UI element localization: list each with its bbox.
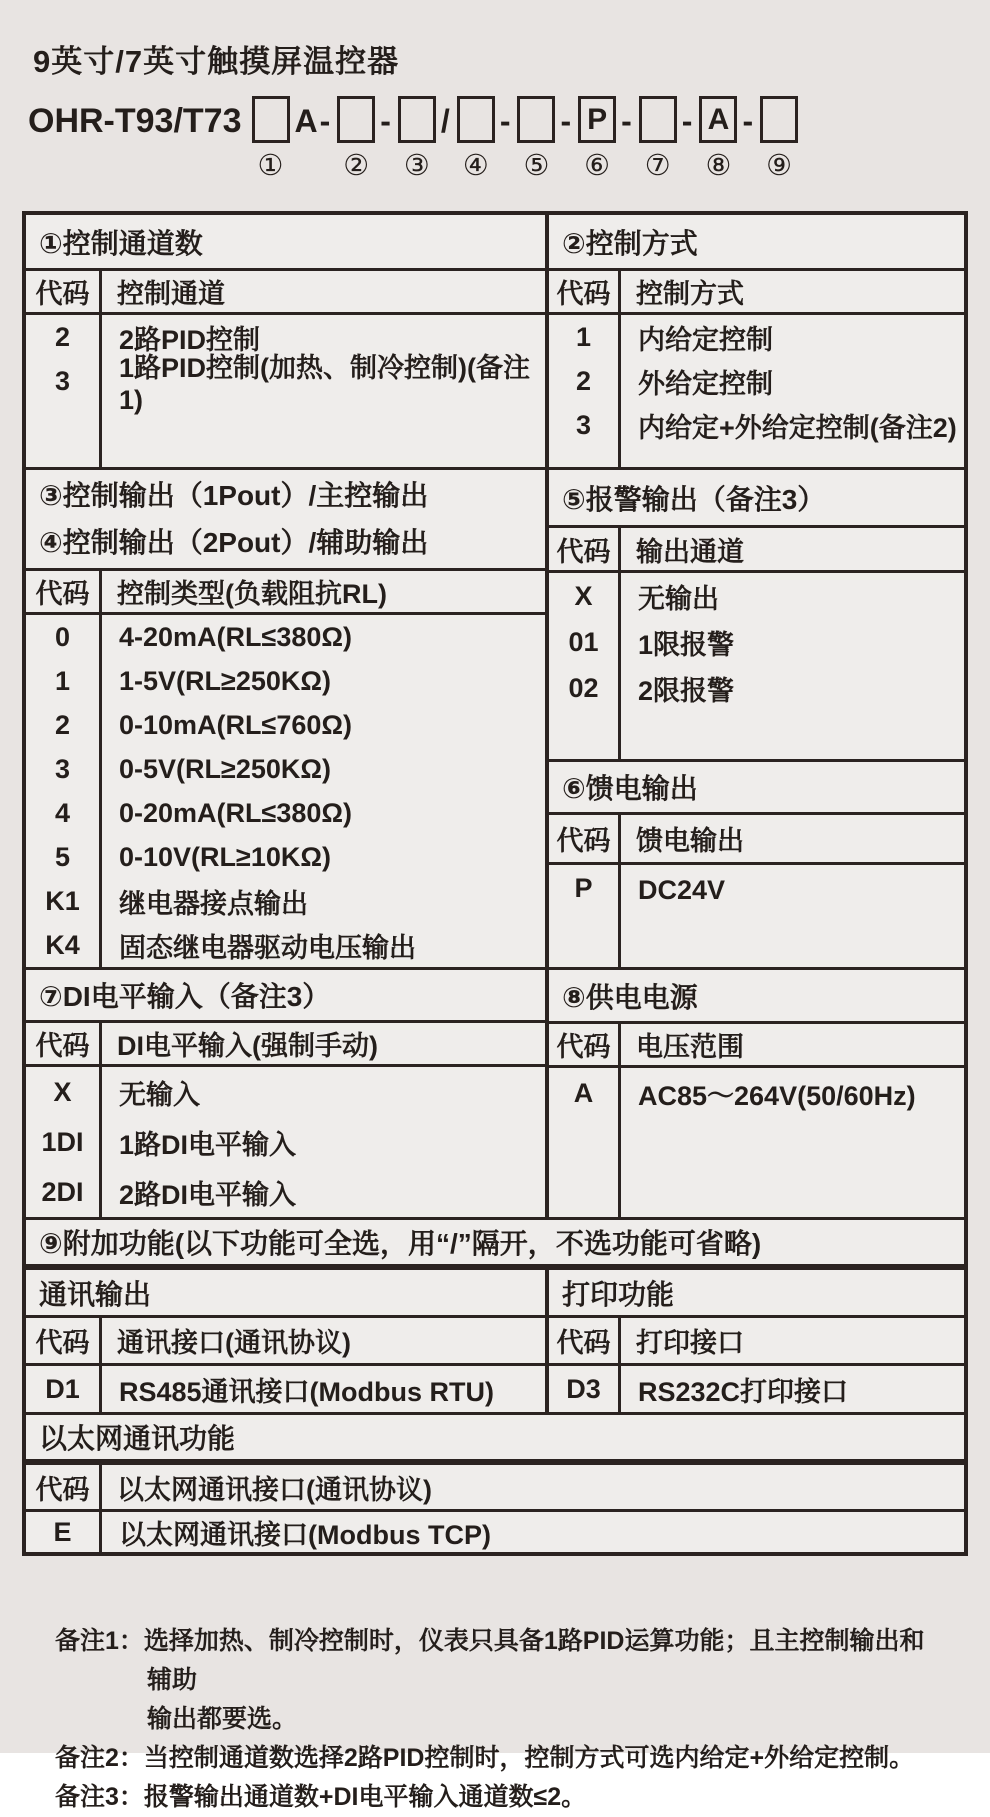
desc-cell: 1路DI电平输入	[119, 1129, 297, 1160]
comm-column-headers	[26, 1318, 545, 1366]
desc-cell: 0-5V(RL≥250KΩ)	[119, 753, 332, 784]
note-label: 备注2：	[55, 1744, 144, 1772]
table-band-4	[26, 1267, 964, 1412]
desc-cell: RS485通讯接口(Modbus RTU)	[119, 1376, 495, 1407]
section-7-header: ⑦DI电平输入（备注3）	[26, 970, 545, 1023]
desc-header-cell: DI电平输入(强制手动)	[117, 1031, 378, 1062]
section-7-column-headers	[26, 1023, 545, 1067]
desc-cell: 无输出	[638, 583, 719, 614]
section-5-column-headers	[549, 528, 964, 573]
desc-header-cell: 电压范围	[636, 1032, 744, 1062]
model-segment-1	[252, 94, 290, 182]
model-position-number-1: ①	[257, 150, 284, 182]
model-position-number-3: ③	[403, 150, 430, 182]
model-separator-5: -	[560, 103, 574, 139]
desc-cell: 1路PID控制(加热、制冷控制)(备注1)	[119, 353, 530, 415]
note-label: 备注3：	[55, 1783, 144, 1811]
section-7-body	[26, 1067, 545, 1217]
model-separator-4: -	[499, 103, 513, 139]
ethernet-column-headers	[26, 1462, 964, 1509]
model-position-number-7: ⑦	[644, 150, 671, 182]
model-position-number-5: ⑤	[523, 150, 550, 182]
desc-cell: AC85～264V(50/60Hz)	[638, 1080, 916, 1111]
section-8-column-headers	[549, 1024, 964, 1068]
section-2-header: ②控制方式	[549, 215, 964, 271]
section-3-4-column-headers	[26, 571, 545, 615]
note-line: 选择加热、制冷控制时，仪表只具备1路PID运算功能；且主控制输出和辅助	[143, 1627, 925, 1694]
model-separator-3: /	[440, 103, 452, 139]
desc-cell: RS232C打印接口	[638, 1376, 849, 1407]
section-8-body	[549, 1068, 964, 1217]
desc-cell: 2限报警	[638, 675, 735, 706]
model-position-number-6: ⑥	[584, 150, 611, 182]
code-cell: 01	[568, 626, 599, 657]
desc-cell: 内给定+外给定控制(备注2)	[638, 412, 957, 443]
code-cell: 1DI	[41, 1126, 84, 1157]
desc-header-cell: 打印接口	[636, 1328, 744, 1358]
comm-body	[26, 1366, 545, 1412]
desc-cell: 以太网通讯接口(Modbus TCP)	[119, 1519, 491, 1550]
comm-header: 通讯输出	[26, 1270, 545, 1318]
model-segment-9	[760, 94, 798, 182]
desc-cell: 0-10V(RL≥10KΩ)	[119, 841, 332, 872]
code-header-cell: 代码	[549, 271, 621, 312]
code-cell: 3	[54, 753, 71, 784]
desc-cell: 1-5V(RL≥250KΩ)	[119, 665, 332, 696]
model-box-4	[457, 96, 495, 143]
section-2-body	[549, 315, 964, 467]
model-segment-7	[639, 94, 677, 182]
desc-cell: 0-20mA(RL≤380Ω)	[119, 797, 353, 828]
code-cell: 1	[54, 665, 71, 696]
model-position-number-2: ②	[343, 150, 370, 182]
desc-cell: DC24V	[638, 874, 726, 905]
note-line: 报警输出通道数+DI电平输入通道数≤2。	[143, 1783, 587, 1811]
desc-header-cell: 控制通道	[117, 279, 225, 309]
desc-cell: 4-20mA(RL≤380Ω)	[119, 621, 353, 652]
section-5-header: ⑤报警输出（备注3）	[549, 470, 964, 528]
print-section	[549, 1270, 964, 1412]
section-3-4	[26, 470, 549, 967]
desc-cell: 内给定控制	[638, 324, 773, 355]
code-cell: 2	[54, 709, 71, 740]
table-band-2	[26, 467, 964, 967]
section-6-column-headers	[549, 815, 964, 865]
model-box-6: P	[578, 96, 616, 143]
code-cell: P	[574, 873, 593, 903]
ethernet-body	[26, 1509, 964, 1552]
code-header-cell: 代码	[26, 1023, 102, 1064]
code-header-cell: 代码	[549, 528, 621, 570]
code-cell: 3	[575, 409, 592, 440]
desc-cell: 0-10mA(RL≤760Ω)	[119, 709, 353, 740]
desc-cell: 2路PID控制	[119, 324, 261, 355]
section-6-body	[549, 865, 964, 967]
code-header-cell: 代码	[26, 271, 102, 312]
note-label: 备注1：	[55, 1627, 144, 1655]
section-9-header: ⑨附加功能(以下功能可全选，用“/”隔开，不选功能可省略)	[26, 1217, 964, 1267]
section-1-column-headers	[26, 271, 545, 315]
desc-cell: 1限报警	[638, 629, 735, 660]
code-header-cell: 代码	[26, 1465, 102, 1509]
code-cell: D3	[566, 1373, 601, 1404]
code-cell: 0	[54, 621, 71, 652]
code-cell: X	[53, 1076, 72, 1107]
desc-header-cell: 控制方式	[636, 279, 744, 309]
desc-cell: 无输入	[119, 1079, 200, 1110]
code-cell: E	[53, 1516, 72, 1547]
model-segment-2	[337, 94, 375, 182]
code-cell: K4	[45, 929, 80, 960]
table-band-3	[26, 967, 964, 1217]
code-cell: X	[574, 580, 593, 611]
section-2	[549, 215, 964, 467]
print-column-headers	[549, 1318, 964, 1366]
desc-header-cell: 馈电输出	[636, 826, 744, 856]
note-line: 输出都要选。	[147, 1705, 298, 1733]
code-cell: 5	[54, 841, 71, 872]
note-2	[55, 1739, 943, 1778]
section-8-header: ⑧供电电源	[549, 970, 964, 1024]
code-cell: K1	[45, 885, 80, 916]
model-prefix: OHR-T93/T73	[28, 102, 242, 140]
ethernet-header: 以太网通讯功能	[26, 1412, 964, 1462]
code-header-cell: 代码	[549, 815, 621, 862]
code-header-cell: 代码	[26, 1318, 102, 1363]
section-2-column-headers	[549, 271, 964, 315]
desc-cell: 固态继电器驱动电压输出	[119, 932, 416, 963]
footnotes	[55, 1622, 943, 1817]
model-position-number-8: ⑧	[705, 150, 732, 182]
note-3	[55, 1778, 943, 1817]
order-table	[22, 211, 968, 1556]
model-box-9	[760, 96, 798, 143]
section-6-header: ⑥馈电输出	[549, 759, 964, 815]
note-1	[55, 1622, 943, 1739]
model-segment-5	[517, 94, 555, 182]
model-separator-1: A-	[294, 103, 333, 139]
code-cell: 3	[54, 365, 71, 396]
section-7	[26, 970, 549, 1217]
print-header: 打印功能	[549, 1270, 964, 1318]
code-cell: 2DI	[41, 1176, 84, 1207]
code-cell: 2	[575, 365, 592, 396]
table-band-1	[26, 215, 964, 467]
model-box-7	[639, 96, 677, 143]
model-box-5	[517, 96, 555, 143]
code-header-cell: 代码	[549, 1024, 621, 1065]
model-segment-3	[398, 94, 436, 182]
section-8	[549, 970, 964, 1217]
section-5-body	[549, 573, 964, 759]
code-cell: 1	[575, 321, 592, 352]
model-box-2	[337, 96, 375, 143]
sections-5-6	[549, 470, 964, 967]
desc-cell: 外给定控制	[638, 368, 773, 399]
model-separator-7: -	[681, 103, 695, 139]
model-box-3	[398, 96, 436, 143]
print-body	[549, 1366, 964, 1412]
section-1-body	[26, 315, 545, 467]
desc-header-cell: 控制类型(负载阻抗RL)	[117, 578, 387, 609]
desc-header-cell: 通讯接口(通讯协议)	[117, 1328, 351, 1358]
model-separator-6: -	[621, 103, 634, 139]
page-title: 9英寸/7英寸触摸屏温控器	[33, 44, 400, 79]
model-separator-8: -	[742, 103, 756, 139]
code-cell: A	[573, 1077, 594, 1108]
note-line: 当控制通道数选择2路PID控制时，控制方式可选内给定+外给定控制。	[143, 1744, 915, 1772]
code-cell: D1	[45, 1373, 80, 1404]
desc-cell: 继电器接点输出	[119, 888, 308, 919]
model-code	[28, 94, 798, 182]
model-segment-8	[699, 94, 737, 182]
comm-section	[26, 1270, 549, 1412]
section-3-4-body	[26, 615, 545, 967]
code-cell: 02	[568, 672, 599, 703]
model-box-8: A	[699, 96, 737, 143]
model-position-number-9: ⑨	[766, 150, 793, 182]
model-position-number-4: ④	[462, 150, 489, 182]
code-cell: 4	[54, 797, 71, 828]
code-header-cell: 代码	[26, 571, 102, 612]
model-separator-2: -	[380, 103, 393, 139]
model-box-1	[252, 96, 290, 143]
section-1	[26, 215, 549, 467]
desc-header-cell: 输出通道	[636, 536, 744, 567]
desc-header-cell: 以太网通讯接口(通讯协议)	[117, 1474, 432, 1505]
section-3-4-header: ③控制输出（1Pout）/主控输出 ④控制输出（2Pout）/辅助输出	[26, 470, 545, 571]
section-1-header: ①控制通道数	[26, 215, 545, 271]
code-cell: 2	[54, 321, 71, 352]
model-segment-4	[457, 94, 495, 182]
model-segment-6	[578, 94, 616, 182]
code-header-cell: 代码	[549, 1318, 621, 1363]
desc-cell: 2路DI电平输入	[119, 1179, 297, 1210]
